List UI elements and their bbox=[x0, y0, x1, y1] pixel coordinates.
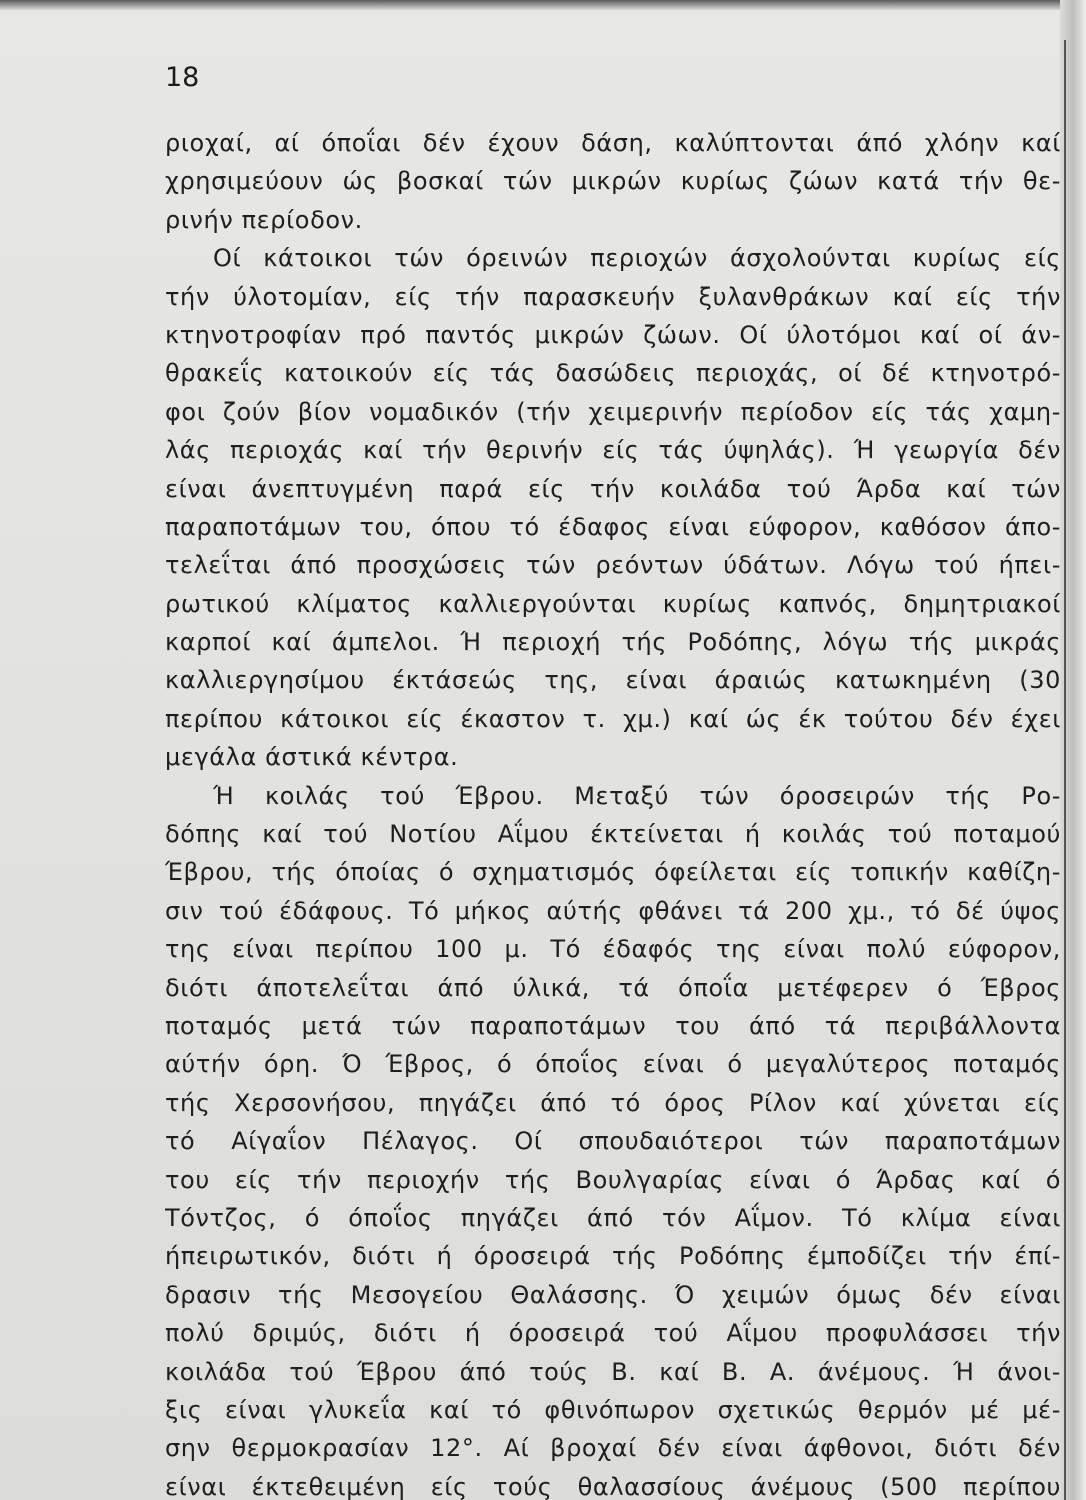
text-line: τό Αίγαΐον Πέλαγος. Οί σπουδαιότεροι τών παραποτάμων bbox=[165, 1127, 1061, 1156]
text-line: διότι άποτελεΐται άπό ύλικά, τά όποΐα μετέφερεν ό Έβρος bbox=[165, 973, 1061, 1002]
text-line: ποταμός μετά τών παραποτάμων του άπό τά περιβάλλοντα bbox=[165, 1011, 1061, 1040]
text-line: ξις είναι γλυκεΐα καί τό φθινόπωρον σχετικώς θερμόν μέ μέ- bbox=[165, 1395, 1061, 1424]
text-line: φοι ζούν βίον νομαδικόν (τήν χειμερινήν περίοδον είς τάς χαμη- bbox=[165, 397, 1061, 426]
text-line: είναι άνεπτυγμένη παρά είς τήν κοιλάδα τού Άρδα καί τών bbox=[165, 474, 1061, 503]
text-line: δόπης καί τού Νοτίου Αΐμου έκτείνεται ή κοιλάς τού ποταμού bbox=[165, 820, 1061, 849]
text-line: ήπειρωτικόν, διότι ή όροσειρά τής Ροδόπης έμποδίζει τήν έπί- bbox=[165, 1242, 1061, 1271]
text-line: είναι έκτεθειμένη είς τούς θαλασσίους άνέμους (500 περίπου bbox=[165, 1472, 1061, 1500]
text-line: ριοχαί, αί όποΐαι δέν έχουν δάση, καλύπτονται άπό χλόην καί bbox=[165, 129, 1061, 157]
text-line: τήν ύλοτομίαν, είς τήν παρασκευήν ξυλανθράκων καί είς τήν bbox=[165, 282, 1061, 311]
text-line: κτηνοτροφίαν πρό παντός μικρών ζώων. Οί ύλοτόμοι καί οί άν- bbox=[165, 320, 1061, 349]
text-line: ρινήν περίοδον. bbox=[165, 205, 363, 234]
text-line: του είς τήν περιοχήν τής Βουλγαρίας είναι ό Άρδας καί ό bbox=[165, 1165, 1061, 1194]
text-line: καρποί καί άμπελοι. Ή περιοχή τής Ροδόπης, λόγω τής μικράς bbox=[165, 628, 1061, 657]
binding-line bbox=[1064, 40, 1066, 1500]
page-number: 18 bbox=[165, 62, 200, 93]
text-line: Έβρου, τής όποίας ό σχηματισμός όφείλεται είς τοπικήν καθίζη- bbox=[165, 858, 1061, 887]
text-line: σιν τού έδάφους. Τό μήκος αύτής φθάνει τά 200 χμ., τό δέ ύψος bbox=[165, 896, 1061, 925]
text-line: τελεΐται άπό προσχώσεις τών ρεόντων ύδάτων. Λόγω τού ήπει- bbox=[165, 551, 1061, 580]
text-line: παραποτάμων του, όπου τό έδαφος είναι εύφορον, καθόσον άπο- bbox=[165, 512, 1061, 541]
text-line: αύτήν όρη. Ό Έβρος, ό όποΐος είναι ό μεγαλύτερος ποταμός bbox=[165, 1050, 1061, 1079]
body-text bbox=[165, 124, 1061, 1500]
text-line: θρακεΐς κατοικούν είς τάς δασώδεις περιοχάς, οί δέ κτηνοτρό- bbox=[165, 359, 1061, 388]
text-line: πολύ δριμύς, διότι ή όροσειρά τού Αΐμου προφυλάσσει τήν bbox=[165, 1319, 1061, 1348]
text-line: δρασιν τής Μεσογείου Θαλάσσης. Ό χειμών όμως δέν είναι bbox=[165, 1280, 1061, 1309]
text-line: κοιλάδα τού Έβρου άπό τούς Β. καί Β. Α. άνέμους. Ή άνοι- bbox=[165, 1357, 1061, 1386]
text-line: τής Χερσονήσου, πηγάζει άπό τό όρος Ρίλον καί χύνεται είς bbox=[165, 1088, 1061, 1117]
text-line: περίπου κάτοικοι είς έκαστον τ. χμ.) καί ώς έκ τούτου δέν έχει bbox=[165, 704, 1061, 733]
page-top-edge-shadow bbox=[0, 0, 1086, 10]
text-line: μεγάλα άστικά κέντρα. bbox=[165, 743, 459, 772]
text-line: χρησιμεύουν ώς βοσκαί τών μικρών κυρίως ζώων κατά τήν θε- bbox=[165, 167, 1061, 196]
text-line: ρωτικού κλίματος καλλιεργούνται κυρίως καπνός, δημητριακοί bbox=[165, 589, 1061, 618]
text-line: Τόντζος, ό όποΐος πηγάζει άπό τόν Αΐμον. Τό κλίμα είναι bbox=[165, 1203, 1061, 1232]
text-line: της είναι περίπου 100 μ. Τό έδαφός της είναι πολύ εύφορον, bbox=[165, 935, 1061, 964]
text-line: σην θερμοκρασίαν 12°. Αί βροχαί δέν είναι άφθονοι, διότι δέν bbox=[165, 1434, 1061, 1463]
text-line: λάς περιοχάς καί τήν θερινήν είς τάς ύψηλάς). Ή γεωργία δέν bbox=[165, 436, 1061, 465]
paragraph-start-line: Οί κάτοικοι τών όρεινών περιοχών άσχολούνται κυρίως είς bbox=[213, 244, 1061, 273]
section-heading-line: Ή κοιλάς τού Έβρου. Μεταξύ τών όροσειρών τής Ρο- bbox=[213, 781, 1061, 810]
text-line: καλλιεργησίμου έκτάσεώς της, είναι άραιώς κατωκημένη (30 bbox=[165, 666, 1061, 695]
